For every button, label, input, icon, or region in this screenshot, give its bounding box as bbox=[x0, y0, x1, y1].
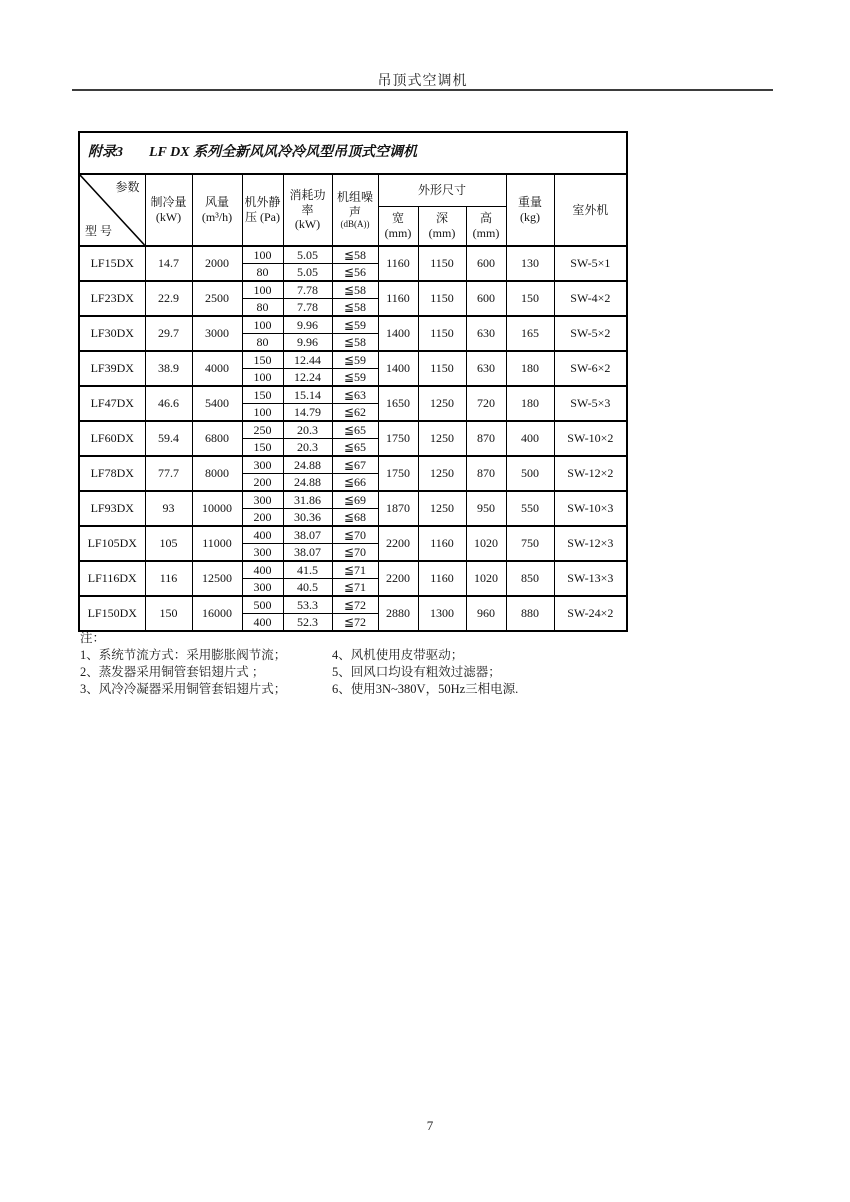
depth-cell: 1250 bbox=[418, 421, 466, 456]
airflow-cell: 11000 bbox=[192, 526, 242, 561]
static-pressure-cell: 200 bbox=[242, 509, 283, 527]
depth-cell: 1160 bbox=[418, 526, 466, 561]
static-pressure-cell: 100 bbox=[242, 246, 283, 264]
noise-cell: ≦58 bbox=[332, 299, 378, 317]
noise-cell: ≦67 bbox=[332, 456, 378, 474]
height-cell: 600 bbox=[466, 246, 506, 281]
width-cell: 1400 bbox=[378, 351, 418, 386]
airflow-cell: 2000 bbox=[192, 246, 242, 281]
airflow-cell: 3000 bbox=[192, 316, 242, 351]
airflow-cell: 4000 bbox=[192, 351, 242, 386]
table-row bbox=[79, 421, 627, 439]
table-title-prefix: 附录3 bbox=[88, 145, 123, 161]
depth-cell: 1150 bbox=[418, 351, 466, 386]
width-cell: 1400 bbox=[378, 316, 418, 351]
static-pressure-cell: 400 bbox=[242, 526, 283, 544]
col-header-cooling-line1: 制冷量 bbox=[150, 195, 187, 210]
height-cell: 600 bbox=[466, 281, 506, 316]
note-item: 6、使用3N~380V，50Hz三相电源. bbox=[332, 682, 519, 696]
power-cell: 31.86 bbox=[283, 491, 332, 509]
outdoor-unit-cell: SW-12×2 bbox=[554, 456, 627, 491]
model-cell: LF60DX bbox=[79, 421, 145, 456]
outdoor-unit-cell: SW-6×2 bbox=[554, 351, 627, 386]
corner-label-model: 型 号 bbox=[85, 224, 113, 239]
height-cell: 720 bbox=[466, 386, 506, 421]
power-cell: 15.14 bbox=[283, 386, 332, 404]
power-cell: 5.05 bbox=[283, 264, 332, 282]
col-header-width-unit: (mm) bbox=[384, 225, 412, 240]
cooling-cell: 150 bbox=[145, 596, 192, 631]
table-title-row bbox=[79, 132, 627, 174]
height-cell: 1020 bbox=[466, 526, 506, 561]
depth-cell: 1150 bbox=[418, 281, 466, 316]
col-header-weight bbox=[506, 174, 554, 246]
weight-cell: 130 bbox=[506, 246, 554, 281]
depth-cell: 1250 bbox=[418, 491, 466, 526]
noise-cell: ≦59 bbox=[332, 316, 378, 334]
col-header-noise-line2: 声 bbox=[348, 204, 361, 219]
model-cell: LF78DX bbox=[79, 456, 145, 491]
static-pressure-cell: 400 bbox=[242, 561, 283, 579]
weight-cell: 880 bbox=[506, 596, 554, 631]
notes-section bbox=[80, 630, 650, 698]
col-header-noise-line1: 机组噪 bbox=[336, 189, 373, 204]
power-cell: 9.96 bbox=[283, 334, 332, 352]
width-cell: 1870 bbox=[378, 491, 418, 526]
weight-cell: 180 bbox=[506, 386, 554, 421]
outdoor-unit-cell: SW-13×3 bbox=[554, 561, 627, 596]
static-pressure-cell: 80 bbox=[242, 334, 283, 352]
static-pressure-cell: 200 bbox=[242, 474, 283, 492]
static-pressure-cell: 400 bbox=[242, 614, 283, 632]
static-pressure-cell: 150 bbox=[242, 351, 283, 369]
table-row bbox=[79, 281, 627, 299]
static-pressure-cell: 300 bbox=[242, 456, 283, 474]
airflow-cell: 10000 bbox=[192, 491, 242, 526]
depth-cell: 1300 bbox=[418, 596, 466, 631]
power-cell: 12.44 bbox=[283, 351, 332, 369]
outdoor-unit-cell: SW-5×2 bbox=[554, 316, 627, 351]
width-cell: 1750 bbox=[378, 456, 418, 491]
static-pressure-cell: 300 bbox=[242, 491, 283, 509]
col-header-cooling bbox=[145, 174, 192, 246]
cooling-cell: 116 bbox=[145, 561, 192, 596]
notes-label: 注： bbox=[80, 631, 106, 645]
header-rule bbox=[72, 89, 773, 91]
page-number: 7 bbox=[426, 1118, 434, 1133]
weight-cell: 850 bbox=[506, 561, 554, 596]
airflow-cell: 12500 bbox=[192, 561, 242, 596]
model-cell: LF39DX bbox=[79, 351, 145, 386]
airflow-cell: 8000 bbox=[192, 456, 242, 491]
model-cell: LF150DX bbox=[79, 596, 145, 631]
table-row bbox=[79, 526, 627, 544]
col-header-dimensions-group: 外形尺寸 bbox=[378, 174, 506, 206]
noise-cell: ≦68 bbox=[332, 509, 378, 527]
cooling-cell: 77.7 bbox=[145, 456, 192, 491]
power-cell: 7.78 bbox=[283, 281, 332, 299]
col-header-depth bbox=[418, 206, 466, 246]
width-cell: 1160 bbox=[378, 246, 418, 281]
cooling-cell: 29.7 bbox=[145, 316, 192, 351]
power-cell: 14.79 bbox=[283, 404, 332, 422]
table-row bbox=[79, 386, 627, 404]
cooling-cell: 22.9 bbox=[145, 281, 192, 316]
static-pressure-cell: 80 bbox=[242, 264, 283, 282]
depth-cell: 1160 bbox=[418, 561, 466, 596]
outdoor-unit-cell: SW-5×1 bbox=[554, 246, 627, 281]
power-cell: 7.78 bbox=[283, 299, 332, 317]
power-cell: 41.5 bbox=[283, 561, 332, 579]
col-header-width bbox=[378, 206, 418, 246]
outdoor-unit-cell: SW-4×2 bbox=[554, 281, 627, 316]
airflow-cell: 2500 bbox=[192, 281, 242, 316]
weight-cell: 180 bbox=[506, 351, 554, 386]
table-row bbox=[79, 561, 627, 579]
noise-cell: ≦58 bbox=[332, 281, 378, 299]
noise-cell: ≦66 bbox=[332, 474, 378, 492]
power-cell: 53.3 bbox=[283, 596, 332, 614]
power-cell: 30.36 bbox=[283, 509, 332, 527]
static-pressure-cell: 150 bbox=[242, 386, 283, 404]
static-pressure-cell: 500 bbox=[242, 596, 283, 614]
depth-cell: 1150 bbox=[418, 246, 466, 281]
static-pressure-cell: 250 bbox=[242, 421, 283, 439]
col-header-height-unit: (mm) bbox=[472, 225, 500, 240]
table-title-text: LF DX 系列全新风风冷冷风型吊顶式空调机 bbox=[149, 145, 418, 161]
weight-cell: 165 bbox=[506, 316, 554, 351]
outdoor-unit-cell: SW-10×2 bbox=[554, 421, 627, 456]
height-cell: 1020 bbox=[466, 561, 506, 596]
depth-cell: 1150 bbox=[418, 316, 466, 351]
airflow-cell: 6800 bbox=[192, 421, 242, 456]
cooling-cell: 38.9 bbox=[145, 351, 192, 386]
model-cell: LF116DX bbox=[79, 561, 145, 596]
col-header-static-pressure bbox=[242, 174, 283, 246]
noise-cell: ≦71 bbox=[332, 579, 378, 597]
static-pressure-cell: 80 bbox=[242, 299, 283, 317]
airflow-cell: 16000 bbox=[192, 596, 242, 631]
corner-label-parameter: 参数 bbox=[115, 180, 140, 194]
cooling-cell: 46.6 bbox=[145, 386, 192, 421]
col-header-static-line1: 机外静 bbox=[244, 195, 281, 210]
note-item: 4、风机使用皮带驱动； bbox=[332, 648, 464, 662]
noise-cell: ≦59 bbox=[332, 369, 378, 387]
col-header-power-line1: 消耗功 bbox=[289, 188, 326, 203]
height-cell: 950 bbox=[466, 491, 506, 526]
noise-cell: ≦70 bbox=[332, 544, 378, 562]
notes-list bbox=[80, 647, 650, 698]
power-cell: 40.5 bbox=[283, 579, 332, 597]
model-cell: LF23DX bbox=[79, 281, 145, 316]
weight-cell: 400 bbox=[506, 421, 554, 456]
noise-cell: ≦65 bbox=[332, 421, 378, 439]
power-cell: 38.07 bbox=[283, 544, 332, 562]
static-pressure-cell: 100 bbox=[242, 316, 283, 334]
outdoor-unit-cell: SW-5×3 bbox=[554, 386, 627, 421]
width-cell: 1750 bbox=[378, 421, 418, 456]
static-pressure-cell: 150 bbox=[242, 439, 283, 457]
note-item: 2、蒸发器采用铜管套铝翅片式 ； bbox=[80, 665, 265, 679]
height-cell: 960 bbox=[466, 596, 506, 631]
width-cell: 1650 bbox=[378, 386, 418, 421]
noise-cell: ≦56 bbox=[332, 264, 378, 282]
table-title bbox=[79, 132, 627, 174]
weight-cell: 750 bbox=[506, 526, 554, 561]
table-row bbox=[79, 351, 627, 369]
noise-cell: ≦65 bbox=[332, 439, 378, 457]
col-header-airflow-line1: 风量 bbox=[204, 195, 229, 210]
outdoor-unit-cell: SW-24×2 bbox=[554, 596, 627, 631]
col-header-noise bbox=[332, 174, 378, 246]
note-item: 3、风冷冷凝器采用铜管套铝翅片式； bbox=[80, 682, 287, 696]
width-cell: 2200 bbox=[378, 561, 418, 596]
noise-cell: ≦71 bbox=[332, 561, 378, 579]
power-cell: 20.3 bbox=[283, 421, 332, 439]
power-cell: 12.24 bbox=[283, 369, 332, 387]
corner-header-cell bbox=[79, 174, 145, 246]
col-header-airflow-unit: (m³/h) bbox=[201, 210, 233, 224]
col-header-height bbox=[466, 206, 506, 246]
power-cell: 5.05 bbox=[283, 246, 332, 264]
depth-cell: 1250 bbox=[418, 456, 466, 491]
power-cell: 24.88 bbox=[283, 456, 332, 474]
weight-cell: 550 bbox=[506, 491, 554, 526]
static-pressure-cell: 100 bbox=[242, 281, 283, 299]
power-cell: 38.07 bbox=[283, 526, 332, 544]
static-pressure-cell: 300 bbox=[242, 579, 283, 597]
outdoor-unit-cell: SW-12×3 bbox=[554, 526, 627, 561]
noise-cell: ≦59 bbox=[332, 351, 378, 369]
col-header-depth-unit: (mm) bbox=[428, 225, 456, 240]
width-cell: 1160 bbox=[378, 281, 418, 316]
width-cell: 2880 bbox=[378, 596, 418, 631]
airflow-cell: 5400 bbox=[192, 386, 242, 421]
col-header-depth-label: 深 bbox=[435, 211, 448, 226]
table-row bbox=[79, 596, 627, 614]
power-cell: 24.88 bbox=[283, 474, 332, 492]
running-header-title: 吊顶式空调机 bbox=[377, 74, 468, 89]
col-header-weight-line1: 重量 bbox=[517, 195, 542, 210]
static-pressure-cell: 100 bbox=[242, 369, 283, 387]
cooling-cell: 93 bbox=[145, 491, 192, 526]
power-cell: 20.3 bbox=[283, 439, 332, 457]
col-header-weight-unit: (kg) bbox=[520, 210, 540, 224]
depth-cell: 1250 bbox=[418, 386, 466, 421]
static-pressure-cell: 300 bbox=[242, 544, 283, 562]
col-header-width-label: 宽 bbox=[391, 211, 404, 226]
cooling-cell: 59.4 bbox=[145, 421, 192, 456]
noise-cell: ≦63 bbox=[332, 386, 378, 404]
height-cell: 630 bbox=[466, 351, 506, 386]
height-cell: 870 bbox=[466, 456, 506, 491]
note-item: 5、回风口均设有粗效过滤器； bbox=[332, 665, 501, 679]
col-header-outdoor-unit: 室外机 bbox=[554, 174, 627, 246]
power-cell: 52.3 bbox=[283, 614, 332, 632]
col-header-power bbox=[283, 174, 332, 246]
col-header-cooling-unit: (kW) bbox=[155, 210, 182, 224]
static-pressure-cell: 100 bbox=[242, 404, 283, 422]
height-cell: 630 bbox=[466, 316, 506, 351]
noise-cell: ≦70 bbox=[332, 526, 378, 544]
col-header-power-unit: (kW) bbox=[294, 217, 321, 232]
table-row bbox=[79, 316, 627, 334]
col-header-airflow bbox=[192, 174, 242, 246]
noise-cell: ≦72 bbox=[332, 596, 378, 614]
weight-cell: 500 bbox=[506, 456, 554, 491]
noise-cell: ≦58 bbox=[332, 334, 378, 352]
noise-cell: ≦72 bbox=[332, 614, 378, 632]
spec-table bbox=[78, 131, 628, 632]
col-header-height-label: 高 bbox=[479, 211, 492, 226]
col-header-noise-unit: (dB(A)) bbox=[340, 219, 370, 230]
table-row bbox=[79, 456, 627, 474]
col-header-power-line2: 率 bbox=[301, 202, 314, 217]
model-cell: LF15DX bbox=[79, 246, 145, 281]
table-row bbox=[79, 491, 627, 509]
model-cell: LF105DX bbox=[79, 526, 145, 561]
model-cell: LF93DX bbox=[79, 491, 145, 526]
cooling-cell: 14.7 bbox=[145, 246, 192, 281]
note-item: 1、系统节流方式：采用膨胀阀节流； bbox=[80, 648, 287, 662]
model-cell: LF30DX bbox=[79, 316, 145, 351]
noise-cell: ≦69 bbox=[332, 491, 378, 509]
weight-cell: 150 bbox=[506, 281, 554, 316]
width-cell: 2200 bbox=[378, 526, 418, 561]
noise-cell: ≦58 bbox=[332, 246, 378, 264]
table-row bbox=[79, 246, 627, 264]
outdoor-unit-cell: SW-10×3 bbox=[554, 491, 627, 526]
cooling-cell: 105 bbox=[145, 526, 192, 561]
power-cell: 9.96 bbox=[283, 316, 332, 334]
col-header-static-line2: 压 (Pa) bbox=[245, 210, 280, 224]
height-cell: 870 bbox=[466, 421, 506, 456]
noise-cell: ≦62 bbox=[332, 404, 378, 422]
model-cell: LF47DX bbox=[79, 386, 145, 421]
